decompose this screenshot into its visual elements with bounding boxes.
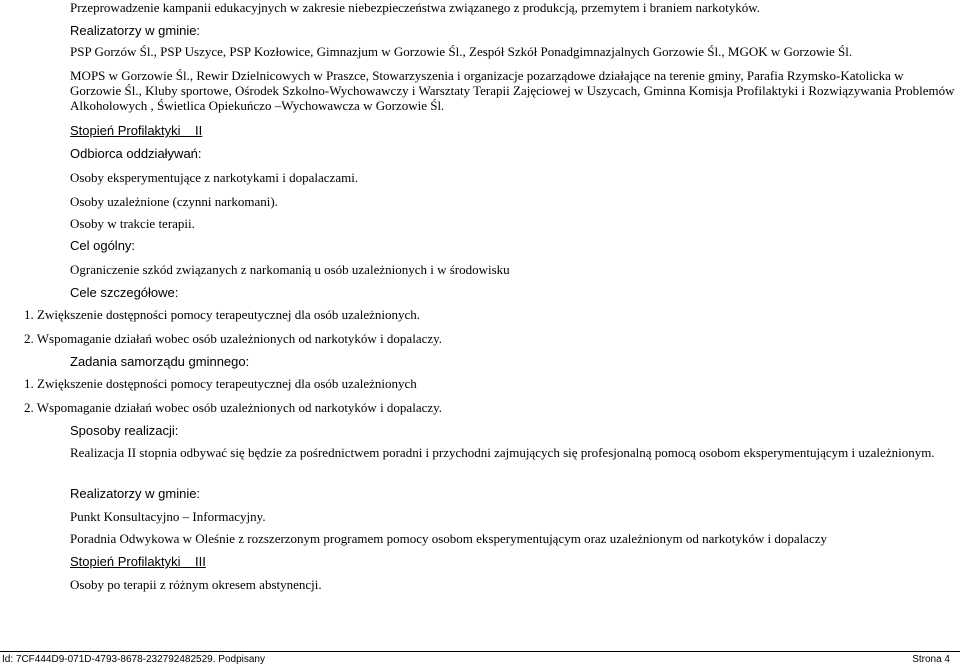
heading-realizers-1: Realizatorzy w gminie: bbox=[70, 23, 201, 38]
text-general-goal: Ograniczenie szkód związanych z narkomanią u osób uzależnionych i w środowisku bbox=[70, 262, 510, 277]
text-specific-goal-2: 2. Wspomaganie działań wobec osób uzależnionych od narkotyków i dopalaczy. bbox=[24, 331, 443, 346]
text-realizers-list-2: MOPS w Gorzowie Śl., Rewir Dzielnicowych w Praszce, Stowarzyszenia i organizacje pozarządowe działające na terenie gminy, Parafia Rzymsko-Katolicka w Gorzowie Śl., Kluby sportowe, Ośrodek Szkolno-Wychowawczy i Warsztaty Terapii Zajęciowej w Uszycach, Gminna Komisja Profilaktyki i Rozwiązywania Problemów Alkoholowych , Świetlica Opiekuńczo –Wychowawcza w Gorzowie Śl. bbox=[70, 68, 955, 113]
heading-prevention-level-2: Stopień Profilaktyki II bbox=[70, 123, 203, 138]
text-recipient-1: Osoby eksperymentujące z narkotykami i dopalaczami. bbox=[70, 170, 359, 185]
heading-realizers-2: Realizatorzy w gminie: bbox=[70, 486, 201, 501]
text-recipient-2: Osoby uzależnione (czynni narkomani). bbox=[70, 194, 278, 209]
text-implementation-methods: Realizacja II stopnia odbywać się będzie za pośrednictwem poradni i przychodni zajmujących się profesjonalną pomocą osobom eksperymentującym i uzależnionym. bbox=[70, 445, 935, 460]
heading-prevention-level-3: Stopień Profilaktyki III bbox=[70, 554, 206, 569]
heading-implementation-methods: Sposoby realizacji: bbox=[70, 423, 179, 438]
heading-recipients: Odbiorca oddziaływań: bbox=[70, 146, 202, 161]
heading-general-goal: Cel ogólny: bbox=[70, 238, 136, 253]
text-realizers-list-1: PSP Gorzów Śl., PSP Uszyce, PSP Kozłowice, Gimnazjum w Gorzowie Śl., Zespół Szkół Ponadgimnazjalnych Gorzowie Śl., MGOK w Gorzowie Śl. bbox=[70, 44, 853, 59]
text-campaign-line: Przeprowadzenie kampanii edukacyjnych w zakresie niebezpieczeństwa związanego z produkcją, przemytem i braniem narkotyków. bbox=[70, 0, 761, 15]
text-addiction-clinic: Poradnia Odwykowa w Oleśnie z rozszerzonym programem pomocy osobom eksperymentującym oraz uzależnionym od narkotyków i dopalaczy bbox=[70, 531, 828, 546]
heading-municipal-tasks: Zadania samorządu gminnego: bbox=[70, 354, 250, 369]
text-post-therapy: Osoby po terapii z różnym okresem abstynencji. bbox=[70, 577, 322, 592]
text-recipient-3: Osoby w trakcie terapii. bbox=[70, 216, 195, 231]
text-consultation-point: Punkt Konsultacyjno – Informacyjny. bbox=[70, 509, 266, 524]
heading-specific-goals: Cele szczegółowe: bbox=[70, 285, 179, 300]
text-municipal-task-2: 2. Wspomaganie działań wobec osób uzależnionych od narkotyków i dopalaczy. bbox=[24, 400, 443, 415]
footer-page-number: Strona 4 bbox=[912, 654, 950, 665]
text-specific-goal-1: 1. Zwiększenie dostępności pomocy terapeutycznej dla osób uzależnionych. bbox=[24, 307, 421, 322]
text-municipal-task-1: 1. Zwiększenie dostępności pomocy terapeutycznej dla osób uzależnionych bbox=[24, 376, 417, 391]
footer-document-id: Id: 7CF444D9-071D-4793-8678-232792482529. Podpisany bbox=[2, 654, 265, 665]
footer-divider bbox=[0, 651, 960, 652]
